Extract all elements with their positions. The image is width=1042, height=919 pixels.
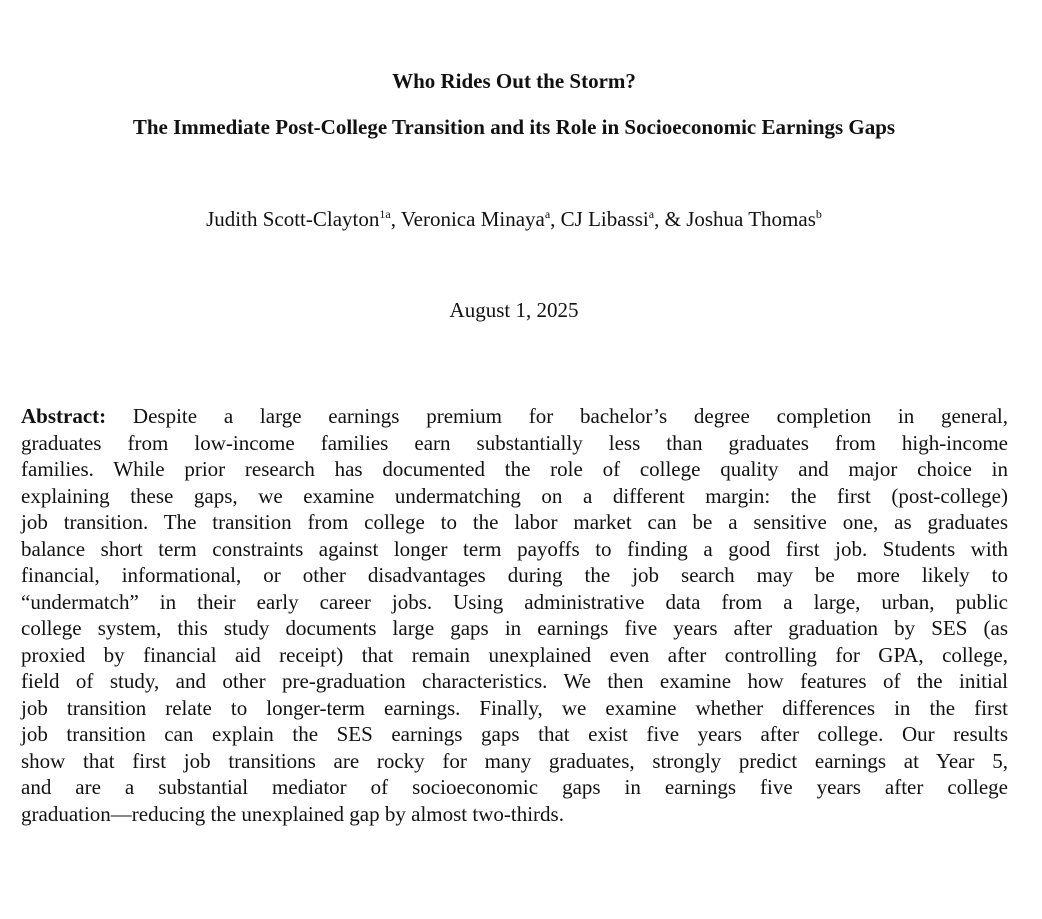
- abstract-line: job transition. The transition from college to the labor market can be a sensitive one, as graduates: [21, 510, 1008, 534]
- abstract-line: job transition relate to longer-term earnings. Finally, we examine whether differences in the first: [21, 695, 1008, 720]
- author-list: [0, 207, 1028, 232]
- abstract-line: show that first job transitions are rocky for many graduates, strongly predict earnings at Year 5,: [21, 748, 1008, 773]
- abstract-label: Abstract:: [21, 404, 107, 428]
- author-name: Judith Scott-Clayton: [206, 207, 380, 231]
- abstract-line: balance short term constraints against longer term payoffs to finding a good first job. Students with: [21, 536, 1008, 561]
- author-affiliation: a: [544, 207, 551, 221]
- author-name: Veronica Minaya: [400, 207, 545, 231]
- abstract-line: and are a substantial mediator of socioeconomic gaps in earnings five years after college: [21, 775, 1008, 799]
- author-affiliation: 1a: [379, 207, 391, 221]
- abstract-line: job transition can explain the SES earnings gaps that exist five years after college. Our results: [21, 722, 1008, 746]
- author-affiliation: a: [648, 207, 655, 221]
- abstract-line: financial, informational, or other disadvantages during the job search may be more likely to: [21, 563, 1008, 587]
- abstract: [21, 403, 1008, 827]
- author-separator: ,: [550, 207, 561, 231]
- abstract-line: field of study, and other pre-graduation characteristics. We then examine how features of the initial: [21, 669, 1008, 693]
- abstract-line: explaining these gaps, we examine undermatching on a different margin: the first (post-college): [21, 483, 1008, 508]
- abstract-line: proxied by financial aid receipt) that remain unexplained even after controlling for GPA, college,: [21, 642, 1008, 667]
- abstract-line-text: Despite a large earnings premium for bachelor’s degree completion in general,: [132, 404, 1009, 428]
- paper-title: Who Rides Out the Storm?: [392, 69, 636, 93]
- abstract-line: [21, 403, 1008, 430]
- abstract-line: “undermatch” in their early career jobs. Using administrative data from a large, urban, public: [21, 589, 1008, 614]
- abstract-line: graduation—reducing the unexplained gap by almost two-thirds.: [21, 801, 564, 826]
- abstract-line: families. While prior research has documented the role of college quality and major choice in: [21, 457, 1008, 481]
- author-separator: , &: [654, 207, 687, 231]
- author-affiliation: b: [815, 207, 822, 221]
- abstract-line: graduates from low-income families earn substantially less than graduates from high-income: [21, 430, 1008, 455]
- paper-subtitle: The Immediate Post-College Transition and its Role in Socioeconomic Earnings Gaps: [132, 115, 896, 139]
- author-name: CJ Libassi: [560, 207, 649, 231]
- abstract-line: college system, this study documents large gaps in earnings five years after graduation by SES (as: [21, 616, 1008, 640]
- author-name: Joshua Thomas: [686, 207, 816, 231]
- publication-date: August 1, 2025: [449, 298, 579, 322]
- author-separator: ,: [390, 207, 401, 231]
